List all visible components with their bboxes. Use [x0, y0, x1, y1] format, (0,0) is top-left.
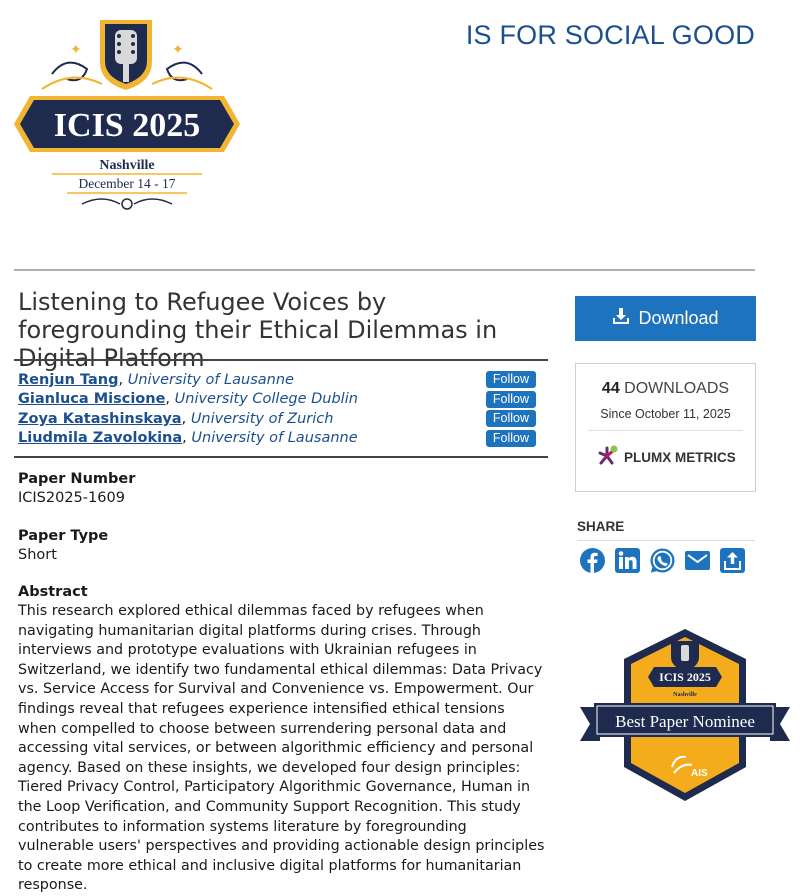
author-row: Gianluca Miscione, University College Dublin Follow [18, 390, 548, 410]
logo-conference-name: ICIS 2025 [53, 107, 201, 144]
share-label: SHARE [577, 519, 625, 534]
paper-type-section [18, 528, 543, 563]
plumx-metrics-link[interactable] [596, 445, 755, 470]
abstract-section [18, 584, 546, 896]
plumx-icon [596, 445, 618, 470]
share-icons [579, 547, 746, 574]
conference-logo [12, 14, 242, 214]
author-affiliation: University of Lausanne [191, 430, 358, 447]
follow-button[interactable]: Follow [486, 391, 536, 408]
download-icon [612, 307, 630, 330]
logo-city: Nashville [99, 158, 155, 173]
paper-type-label: Paper Type [18, 528, 109, 544]
author-list [14, 359, 548, 458]
share-icon[interactable] [719, 547, 746, 574]
author-row: Zoya Katashinskaya, University of Zurich Follow [18, 409, 548, 429]
follow-button[interactable]: Follow [486, 371, 536, 388]
author-row: Renjun Tang, University of Lausanne Follow [18, 370, 548, 390]
author-name-link[interactable]: Zoya Katashinskaya [18, 410, 182, 427]
paper-number-section [18, 471, 543, 506]
author-row: Liudmila Zavolokina, University of Lausanne Follow [18, 429, 548, 449]
abstract-text: This research explored ethical dilemmas faced by refugees when navigating humanitarian digital platforms during crises. Through interviews and prototype evaluations with Ukrainian refugees in Switzerland, we identify two fundamental ethical dilemmas: Data Privacy vs. Service Access for Survival and Convenience vs. Empowerment. Our findings reveal that refugees experience intensified ethical tensions when compelled to choose between surrendering personal data and accessing vital services, or between algorithmic efficiency and personal agency. Based on these insights, we developed four design principles: Tiered Privacy Control, Participatory Algorithmic Governance, Human in the Loop Verification, and Community Support Recognition. This study contributes to information systems literature by foregrounding vulnerable users' perspectives and providing actionable design principles to create more ethical and inclusive digital platforms for humanitarian response. [18, 603, 545, 894]
metrics-box [575, 363, 756, 492]
paper-type-value: Short [18, 547, 57, 563]
email-icon[interactable] [684, 547, 711, 574]
whatsapp-icon[interactable] [649, 547, 676, 574]
share-divider [577, 540, 755, 541]
download-count-number: 44 [601, 380, 620, 397]
conference-tagline: IS FOR SOCIAL GOOD [465, 20, 755, 50]
downloads-word: DOWNLOADS [624, 380, 730, 397]
follow-button[interactable]: Follow [486, 410, 536, 427]
badge-text: Best Paper Nominee [615, 712, 755, 731]
author-name-link[interactable]: Gianluca Miscione [18, 391, 166, 408]
badge-city: Nashville [673, 692, 697, 698]
svg-text:✦: ✦ [172, 42, 184, 58]
download-label: Download [638, 308, 719, 328]
metrics-divider [588, 430, 743, 431]
paper-title: Listening to Refugee Voices by foregrounding their Ethical Dilemmas in Digital Platform [18, 288, 498, 372]
paper-number-label: Paper Number [18, 471, 136, 487]
paper-number-value: ICIS2025-1609 [18, 490, 125, 506]
author-affiliation: University of Lausanne [127, 371, 294, 388]
badge-conference-name: ICIS 2025 [659, 670, 711, 684]
svg-text:✦: ✦ [70, 42, 82, 58]
follow-button[interactable]: Follow [486, 430, 536, 447]
author-affiliation: University of Zurich [190, 410, 334, 427]
linkedin-icon[interactable] [614, 547, 641, 574]
author-name-link[interactable]: Liudmila Zavolokina [18, 430, 183, 447]
downloads-since: Since October 11, 2025 [600, 407, 731, 421]
download-count [576, 380, 755, 398]
plumx-label: PLUMX METRICS [624, 450, 736, 465]
author-name-link[interactable]: Renjun Tang [18, 371, 119, 388]
badge-org: AIS [691, 768, 708, 779]
abstract-label: Abstract [18, 584, 88, 600]
download-button[interactable] [575, 296, 756, 341]
facebook-icon[interactable] [579, 547, 606, 574]
best-paper-nominee-badge [578, 627, 792, 803]
header-divider [14, 269, 755, 271]
author-affiliation: University College Dublin [174, 391, 358, 408]
logo-dates: December 14 - 17 [78, 176, 176, 191]
